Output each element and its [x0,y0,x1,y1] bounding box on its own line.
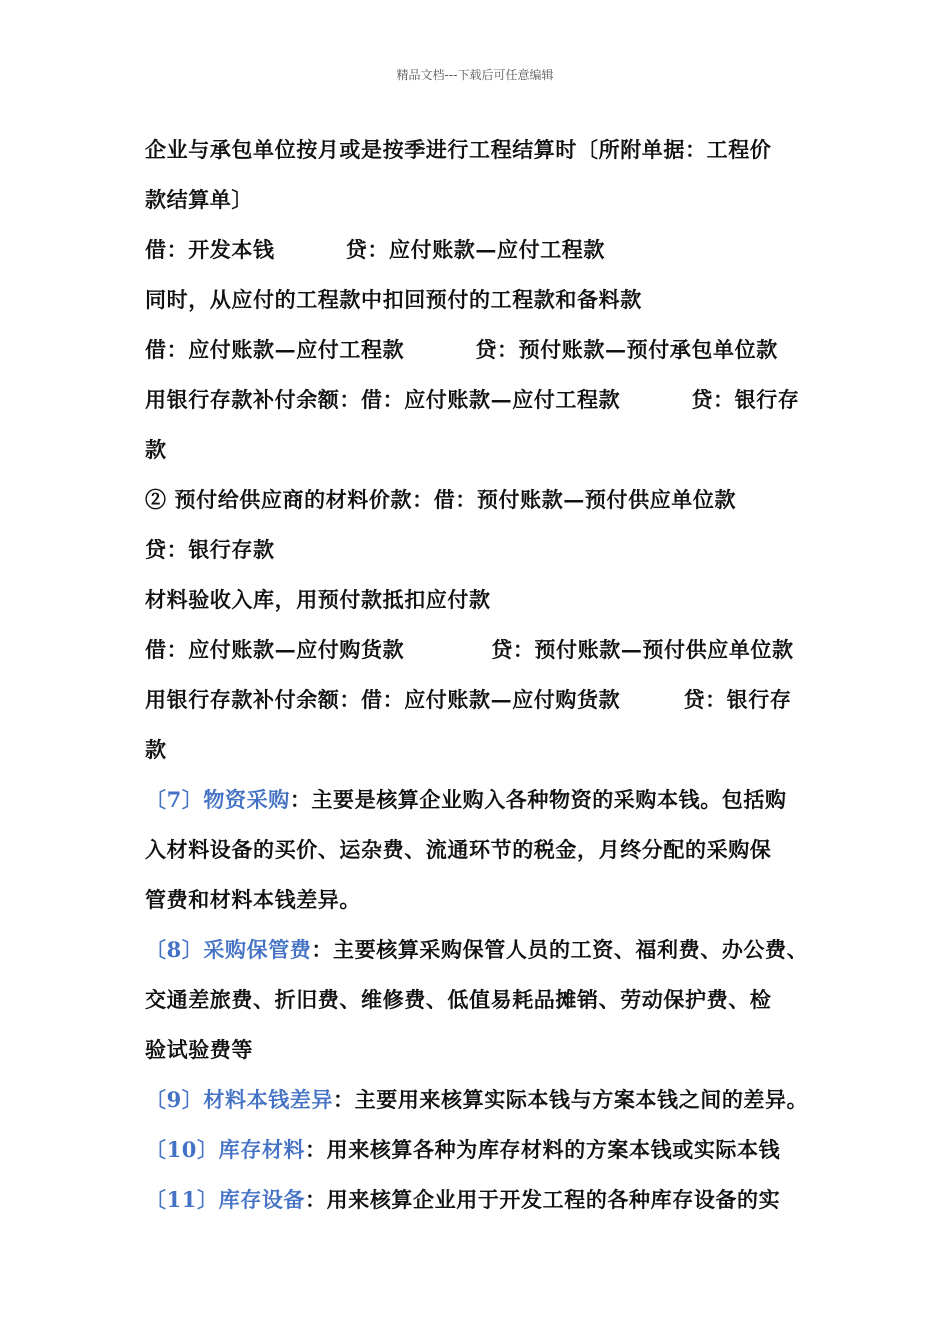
text-line: 款 [145,737,167,762]
text-line: 入材料设备的买价、运杂费、流通环节的税金，月终分配的采购保 [145,837,772,862]
text-line: 验试验费等 [145,1037,253,1062]
text-line: ② 预付给供应商的材料价款：借：预付账款—预付供应单位款 [145,487,737,512]
text-line: 〔9〕材料本钱差异：主要用来核算实际本钱与方案本钱之间的差异。 [145,1087,809,1112]
text-line: 〔8〕采购保管费：主要核算采购保管人员的工资、福利费、办公费、 [145,937,809,962]
term-label: 〔9〕材料本钱差异 [145,1087,334,1112]
term-label: 〔10〕库存材料 [145,1137,306,1162]
text-line: 企业与承包单位按月或是按季进行工程结算时〔所附单据：工程价 [145,137,772,162]
text-line: 贷：银行存款 [145,537,275,562]
page-header: 精品文档---下载后可任意编辑 [396,68,554,82]
term-label: 〔8〕采购保管费 [145,937,312,962]
text-line: 〔11〕库存设备：用来核算企业用于开发工程的各种库存设备的实 [145,1187,781,1212]
text-line: 材料验收入库，用预付款抵扣应付款 [145,587,491,612]
text-line: 〔10〕库存材料：用来核算各种为库存材料的方案本钱或实际本钱 [145,1137,781,1162]
text-line: 借：应付账款—应付工程款 贷：预付账款—预付承包单位款 [145,337,778,362]
text-line: 款结算单〕 [145,187,253,212]
text-line: 借：应付账款—应付购货款 贷：预付账款—预付供应单位款 [145,637,794,662]
text-line: 管费和材料本钱差异。 [145,887,361,912]
text-line: 款 [145,437,167,462]
text-line: 〔7〕物资采购：主要是核算企业购入各种物资的采购本钱。包括购 [145,787,787,812]
text-line: 用银行存款补付余额：借：应付账款—应付购货款 贷：银行存 [145,687,792,712]
term-label: 〔11〕库存设备 [145,1187,306,1212]
text-line: 交通差旅费、折旧费、维修费、低值易耗品摊销、劳动保护费、检 [145,987,772,1012]
text-line: 借：开发本钱 贷：应付账款—应付工程款 [145,237,605,262]
term-label: 〔7〕物资采购 [145,787,290,812]
text-line: 用银行存款补付余额：借：应付账款—应付工程款 贷：银行存 [145,387,800,412]
text-line: 同时，从应付的工程款中扣回预付的工程款和备料款 [145,287,642,312]
